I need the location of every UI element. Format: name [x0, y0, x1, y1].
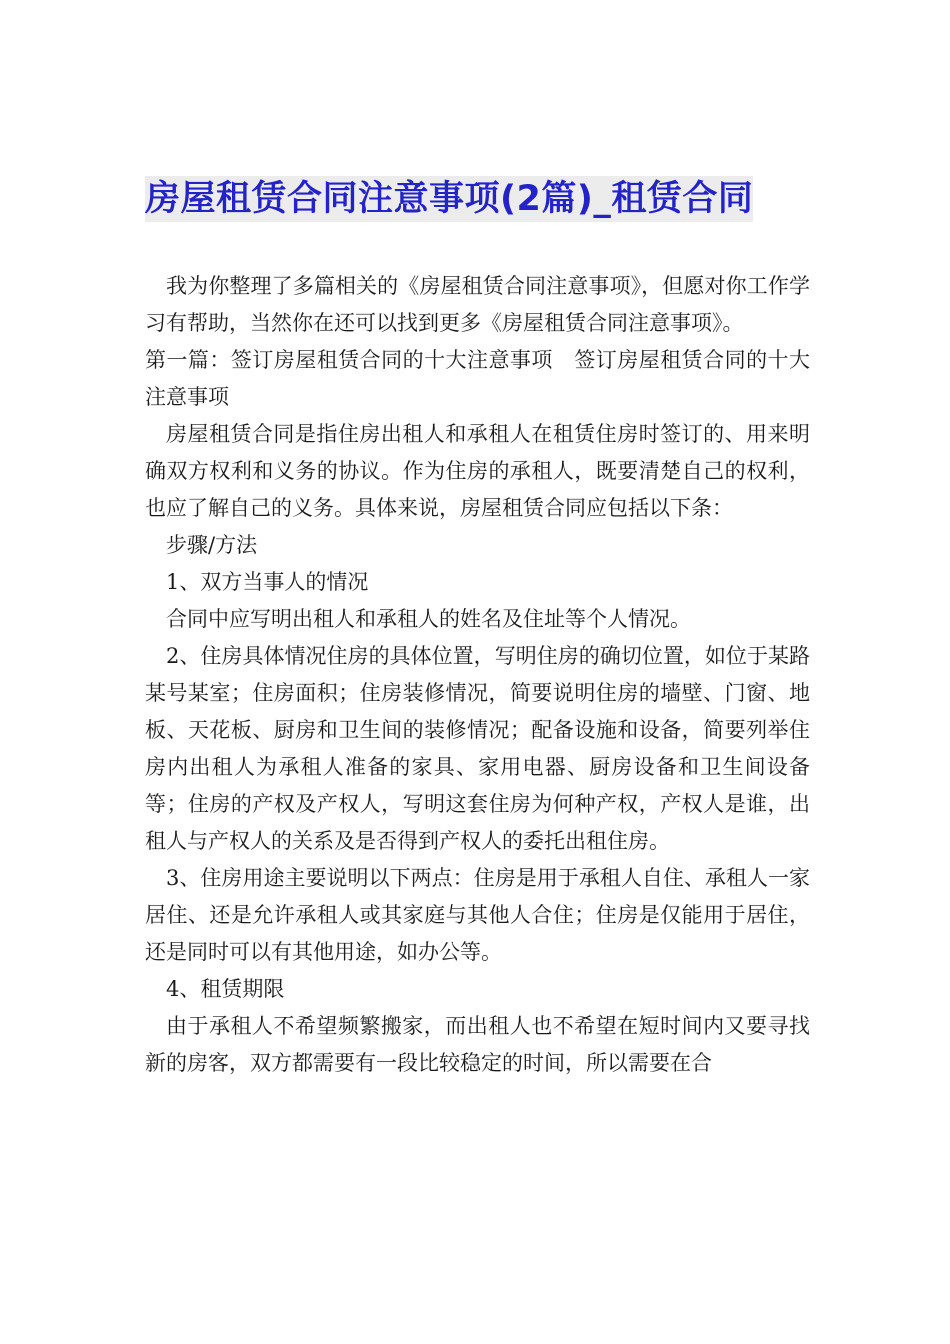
section-heading: 第一篇：签订房屋租赁合同的十大注意事项 签订房屋租赁合同的十大注意事项: [145, 348, 810, 409]
definition-paragraph: 房屋租赁合同是指住房出租人和承租人在租赁住房时签订的、用来明确双方权利和义务的协议。作为住房的承租人，既要清楚自己的权利，也应了解自己的义务。具体来说，房屋租赁合同应包括以下条：: [145, 422, 810, 520]
item-1-heading: 1、双方当事人的情况: [166, 570, 369, 594]
item-4-paragraph: 由于承租人不希望频繁搬家，而出租人也不希望在短时间内又要寻找新的房客，双方都需要有一段比较稳定的时间，所以需要在合: [145, 1014, 810, 1075]
document-body: [145, 268, 810, 1082]
intro-paragraph: 我为你整理了多篇相关的《房屋租赁合同注意事项》，但愿对你工作学习有帮助，当然你在还可以找到更多《房屋租赁合同注意事项》。: [145, 274, 810, 335]
title-container: [145, 176, 810, 222]
item-4-heading: 4、租赁期限: [166, 977, 285, 1001]
item-3-paragraph: 3、住房用途主要说明以下两点：住房是用于承租人自住、承租人一家居住、还是允许承租人或其家庭与其他人合住；住房是仅能用于居住，还是同时可以有其他用途，如办公等。: [145, 866, 810, 964]
item-2-paragraph: 2、住房具体情况住房的具体位置，写明住房的确切位置，如位于某路某号某室；住房面积；住房装修情况，简要说明住房的墙壁、门窗、地板、天花板、厨房和卫生间的装修情况；配备设施和设备，简要列举住房内出租人为承租人准备的家具、家用电器、厨房设备和卫生间设备等；住房的产权及产权人，写明这套住房为何种产权，产权人是谁，出租人与产权人的关系及是否得到产权人的委托出租住房。: [145, 644, 810, 853]
item-1-paragraph: 合同中应写明出租人和承租人的姓名及住址等个人情况。: [166, 607, 691, 631]
document-title: 房屋租赁合同注意事项(2篇)_租赁合同: [145, 176, 753, 222]
steps-heading: 步骤/方法: [166, 533, 258, 557]
